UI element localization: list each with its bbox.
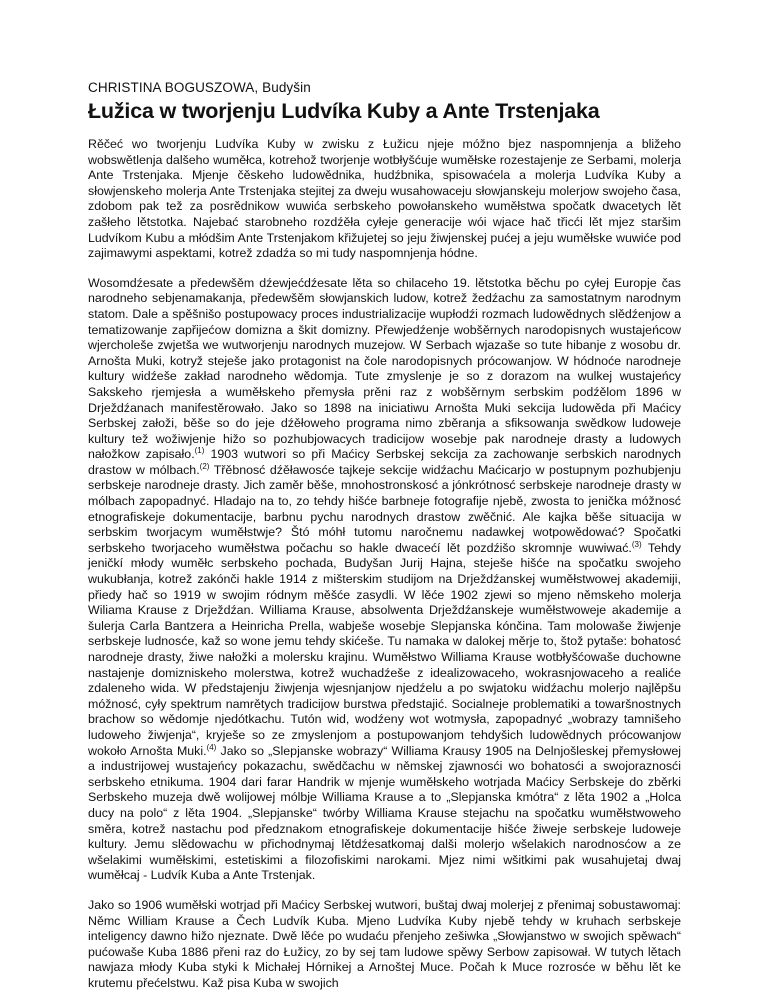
footnote-ref: (3) [631, 539, 642, 549]
author-line: CHRISTINA BOGUSZOWA, Budyšin [88, 80, 311, 95]
paragraph-text: Jako so 1906 wuměłski wotrjad při Maćicy Serbskej wutwori, buštaj dwaj molerjej z přenimaj sobustawomaj: Němc William Krause a Čech Ludvík Kuba. Mjeno Ludvíka Kuby njebě tehdy w kruhach serbskeje inteligency dawno hižo njeznate. Dwě lěće po wudaću přenjeho zešiwka „Słowjanstwo w swojich spěwach“ pućowaše Kuba 1886 přeni raz do Łužicy, zo by sej tam ludowe spěwy Serbow zapisował. W tutych lětach nawjaza młody Kuba styki k Michałej Hórnikej a Arnoštej Muce. Počah k Muce rozrosće w běhu lět ke krutemu přećelstwu. Kaž pisa Kuba w swojich [88, 897, 681, 990]
paragraph-text: Jako so „Slepjanske wobrazy“ Williama Krausy 1905 na Delnjošleskej přemysłowej a industrijowej wustajeńcy pokazachu, swědčachu w němskej zjawnosći wo bohatosći a swojoraznosći serbskeho etnikuma. 1904 dari farar Handrik w mjenje wuměłskeho wotrjada Maćicy Serbskeje do zběrki Serbskeho muzeja dwě wolijowej mólbje Williama Krause a to „Slepjanska kmótra“ z lěta 1902 a „Holca ducy na polo“ z lěta 1904. „Slepjanske“ twórby Williama Krause stejachu na spočatku wuměłstwoweho směra, kotrež nastachu pod předznakom etnografiskeje dokumentacije hišće žiweje serbskeje ludoweje kultury. Jemu slědowachu w přichodnymaj lětdźesatkomaj dalši molerjo wšelakich narodnosćow a ze wšelakimi wuměłskimi, estetiskimi a filozofiskimi narokami. Mjez nimi wšitkimi pak wusahujetaj dwaj wuměłcaj - Ludvík Kuba a Ante Trstenjak. [88, 743, 681, 883]
paragraph-intro [88, 137, 681, 262]
footnote-ref: (2) [199, 461, 210, 471]
paragraph-text: 1903 wutwori so při Maćicy Serbskej sekcija za zachowanje serbskich narodnych drastow w mólbach. [88, 447, 681, 477]
paragraph-text: Tehdy jeničkí młody wuměłc serbskeho pochada, Budyšan Jurij Hajna, steješe hišće na spočatku swojeho wukubłanja, kotrež zakónči hakle 1914 z mišterskim studijom na Drježdźanskej wuměłstwowej akademiji, přiedy hač so 1919 w swojim ródnym měšće zasydli. W lěće 1902 zjewi so mjeno němskeho molerja Wiliama Krause z Drježdźan. Williama Krause, absolwenta Drježdźanskeje wuměłstwoweje akademije a šulerja Carla Bantzera a Heinricha Prella, wabješe wosebje Slepjanska kónčina. Tam molowaše žiwjenje serbskeje ludnosće, kaž so wone jemu tehdy skićeše. Tu namaka w dalokej měrje to, štož pytaše: bohatosć narodneje drasty, žiwe nałožki a molersku krajinu. Wuměłstwo Williama Krause wotbłyšćowaše duchowne nastajenje domizniskeho molerstwa, kotrež wuchadźeše z idealizowaceho, wokrasnjowaceho a realiće zdaleneho wida. W předstajenju žiwjenja wjesnjanjow njedźelu a po swjatoku widźachu molerjo najlěpšu móžnosć, cyły spektrum namrětych tradicijow burstwa předstajić. Socialneje problematiki a towaršnostnych brachow so wědomje njedótkachu. Tutón wid, wodźeny wot wotmysła, zapopadnyć „wobrazy tamnišeho ludoweho žiwjenja“, kryješe so ze zmyslenjom a postupowanjom tehdyšich ludowědnych prócowanjow wokoło Arnošta Muki. [88, 540, 681, 758]
paragraph-text: Rěčeć wo tworjenju Ludvíka Kuby w zwisku z Łužicu njeje móžno bjez naspomnjenja a bližeho wobswětlenja dalšeho wuměłca, kotrehož tworjenje wotbłyšćuje wuměłske rozestajenje ze Serbami, molerja Ante Trstenjaka. Mjenje čěskeho ludowědnika, hudźbnika, spisowaćela a molerja Ludvíka Kuby a słowjenskeho molerja Ante Trstenjaka stejitej za dweju wusahowaceju słowjanskeju molerjow swojeho časa, zdobom pak tež za posrědnikow wuwića serbskeho powołanskeho wuměłstwa spočatk dwacetych lět zašłeho lětstotka. Najebać starobneho rozdźěła cyłeje generacije wói wjace hač třicći lět mjez staršim Ludvíkom Kubu a młódšim Ante Trstenjakom křižujetej so jeju žiwjenskej pućej a jeju wuměłske wuwiće pod zajimawymi aspektami, kotrež zdadźa so mi tudy naspomnjenja hódne. [88, 137, 681, 261]
paragraph-kuba [88, 898, 681, 992]
footnote-ref: (4) [206, 742, 217, 752]
footnote-ref: (1) [194, 446, 205, 456]
article-title: Łužica w tworjenju Ludvíka Kuby a Ante Trstenjaka [88, 99, 600, 123]
paragraph-history [88, 276, 681, 884]
paragraph-text: Třěbnosć dźěławosće tajkeje sekcije widźachu Maćicarjo w postupnym pozhubjenju serbskeje narodneje drasty. Jich zaměr běše, mnohostronskosć a jónkrótnosć serbskeje narodneje drasty w mólbach zapopadnyć. Hladajo na to, zo tehdy hišće barbneje fotografije njebě, zwosta to jenička móžnosć etnografiskeje dokumentacije, barbnu pychu narodnych drastow zwěčnić. Ale kajka běše situacija w serbskim tworjacym wuměłstwje? Štó móhł tutomu naročnemu nadawkej wotpowědować? Spočatki serbskeho tworjaceho wuměłstwa počachu so hakle dwacećí lět pozdźišo skromnje wuwiwać. [88, 462, 682, 555]
paragraph-text: Wosomdźesate a předewšěm dźewjećdźesate lěta so chilaceho 19. lětstotka běchu po cyłej Europje čas narodneho sebjenamakanja, předewšěm słowjanskich ludow, kotrež žedźachu za samostatnym narodnym statom. Dale a spěšnišo postupowacy proces industrializacije wupłodźi rozmach ludowědnych slědźenjow a tematizowanje zapřijećow domizna a škit domizny. Přewjedźenje wobšěrnych narodopisnych wustajeńcow wjercholeše zwjetša we wutworjenju narodnych muzejow. W Serbach wjazaše so tute hibanje z wosobu dr. Arnošta Muki, kotryž steješe jako protagonist na čole narodopisnych prócowanjow. W hódnoće narodneje kultury widźeše zakład narodneho wědomja. Tute zmyslenje je so z dorazom na wulkej wustajeńcy Sakskeho rjemjesła a wuměłskeho přemysła prěni raz z wobšěrnym serbskim podźělom 1896 w Drježdźanach manifestěrowało. Jako so 1898 na iniciatiwu Arnošta Muki sekcija ludowěda při Maćicy Serbskej załoži, běše so do jeje dźěłoweho programa nimo zběranja a sfiksowanja swědkow ludoweje kultury tež wožiwjenje hižo so pozhubjowacych tradicijow wosebje pak narodneje drasty a ludowych nałožkow zapisało. [88, 275, 681, 462]
